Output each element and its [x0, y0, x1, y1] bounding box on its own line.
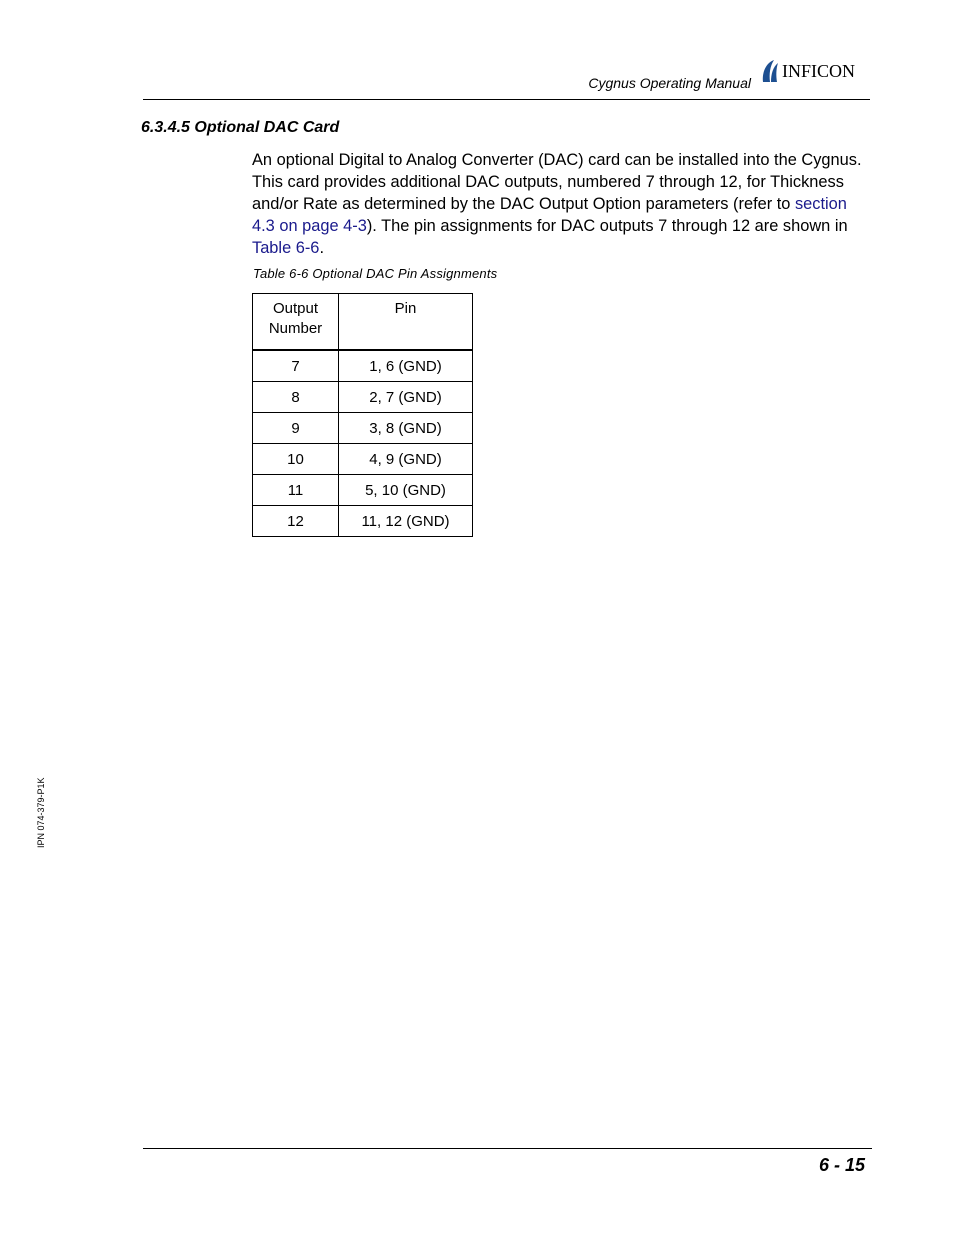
pin-cell: 5, 10 (GND)	[339, 475, 473, 506]
manual-title: Cygnus Operating Manual	[588, 75, 751, 91]
output-cell: 7	[253, 350, 339, 382]
table-row	[253, 506, 473, 537]
pin-cell: 2, 7 (GND)	[339, 382, 473, 413]
table-row	[253, 382, 473, 413]
pin-cell: 3, 8 (GND)	[339, 413, 473, 444]
inficon-logo	[760, 58, 872, 84]
output-cell: 9	[253, 413, 339, 444]
table-header-row	[253, 294, 473, 351]
output-cell: 10	[253, 444, 339, 475]
paragraph-text-3: .	[319, 239, 324, 257]
section-link[interactable]: section 4.3 on page 4-3	[252, 195, 847, 235]
pin-cell: 11, 12 (GND)	[339, 506, 473, 537]
table-row	[253, 444, 473, 475]
table-row	[253, 413, 473, 444]
table-row	[253, 475, 473, 506]
paragraph-text-2: ). The pin assignments for DAC outputs 7 through 12 are shown in	[366, 217, 848, 235]
table-caption: Table 6-6 Optional DAC Pin Assignments	[253, 266, 498, 281]
output-cell: 11	[253, 475, 339, 506]
inficon-logo-icon	[760, 58, 872, 84]
pin-cell: 4, 9 (GND)	[339, 444, 473, 475]
section-heading: 6.3.4.5 Optional DAC Card	[141, 119, 340, 136]
pin-assignment-table	[252, 293, 473, 537]
ipn-label: IPN 074-379-P1K	[36, 777, 46, 848]
page-number: 6 - 15	[818, 1155, 865, 1175]
output-cell: 12	[253, 506, 339, 537]
table-row	[253, 350, 473, 382]
table-link[interactable]: Table 6-6	[252, 239, 320, 257]
body-paragraph	[252, 149, 874, 259]
header-rule	[143, 99, 870, 100]
paragraph-text-1: An optional Digital to Analog Converter (DAC) card can be installed into the Cygnus. This card provides additional DAC outputs, numbered 7 through 12, for Thickness and/or Rate as determined by the DAC Output Option parameters (refer to	[252, 151, 862, 213]
output-cell: 8	[253, 382, 339, 413]
logo-text: INFICON	[782, 61, 856, 81]
footer-rule	[143, 1148, 872, 1149]
output-number-header: Output Number	[253, 294, 339, 351]
pin-header: Pin	[339, 294, 473, 351]
pin-cell: 1, 6 (GND)	[339, 350, 473, 382]
